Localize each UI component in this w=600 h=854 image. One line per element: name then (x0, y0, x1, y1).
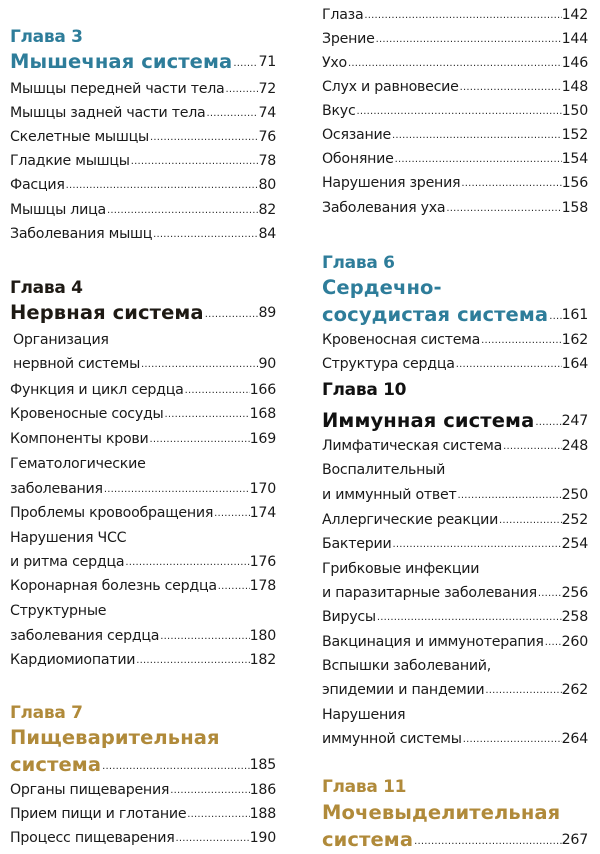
toc-entry[interactable] (322, 147, 588, 171)
page-number: 260 (561, 634, 588, 650)
page-number: 89 (258, 305, 276, 321)
leader-dots (376, 605, 562, 629)
toc-entry[interactable] (322, 352, 588, 376)
page-number: 82 (258, 202, 276, 218)
toc-entry[interactable] (10, 101, 276, 125)
page-number: 169 (249, 431, 276, 447)
page-number: 178 (249, 578, 276, 594)
toc-entry-line1 (10, 452, 276, 476)
entry-title-line1: Гематологические (10, 456, 146, 472)
page-number: 146 (561, 55, 588, 71)
chapter-11-title[interactable] (322, 826, 588, 854)
leader-dots (106, 198, 259, 222)
chapter-title-text: Нервная система (10, 301, 204, 324)
chapter-title-text: сосудистая система (322, 303, 549, 326)
page-number: 176 (249, 554, 276, 570)
chapter-11-label: Глава 11 (322, 777, 407, 797)
toc-entry[interactable] (322, 532, 588, 556)
entry-title: Вирусы (322, 609, 376, 625)
page-number: 174 (249, 505, 276, 521)
page-number: 170 (249, 481, 276, 497)
toc-entry[interactable] (322, 630, 588, 654)
entry-title: Компоненты крови (10, 431, 149, 447)
leader-dots (534, 407, 561, 435)
leader-dots (375, 27, 562, 51)
entry-title: Нарушения зрения (322, 175, 461, 191)
toc-entry[interactable] (322, 483, 588, 507)
leader-dots (445, 196, 561, 220)
entry-title-line1: Вспышки заболеваний, (322, 658, 492, 674)
entry-title: Проблемы кровообращения (10, 505, 214, 521)
chapter-title-text: Мышечная система (10, 50, 233, 73)
page-number: 185 (249, 757, 276, 773)
page-number: 80 (258, 177, 276, 193)
toc-entry[interactable] (10, 778, 276, 802)
chapter-11-title-line1 (322, 799, 588, 827)
page-number: 180 (249, 628, 276, 644)
page-number: 78 (258, 153, 276, 169)
toc-entry[interactable] (10, 125, 276, 149)
toc-entry[interactable] (10, 222, 276, 246)
entry-title: Вкус (322, 103, 356, 119)
page-number: 72 (258, 81, 276, 97)
page-number: 247 (561, 413, 588, 429)
page-number: 262 (561, 682, 588, 698)
chapter-title-text: система (322, 828, 414, 851)
toc-entry[interactable] (322, 581, 588, 605)
toc-entry[interactable] (322, 123, 588, 147)
entry-title: Вакцинация и иммунотерапия (322, 634, 544, 650)
chapter-3-title[interactable] (10, 48, 276, 76)
leader-dots (544, 630, 562, 654)
toc-entry[interactable] (322, 328, 588, 352)
toc-entry[interactable] (10, 149, 276, 173)
leader-dots (391, 123, 562, 147)
entry-title: Скелетные мышцы (10, 129, 149, 145)
leader-dots (484, 678, 561, 702)
chapter-title-text: Иммунная система (322, 409, 535, 432)
toc-entry[interactable] (10, 501, 276, 525)
page-number: 182 (249, 652, 276, 668)
chapter-title-text: система (10, 753, 102, 776)
entry-title: Мышцы лица (10, 202, 106, 218)
entry-title: Прием пищи и глотание (10, 806, 187, 822)
leader-dots (213, 501, 250, 525)
chapter-7-title[interactable] (10, 751, 276, 779)
entry-title: Зрение (322, 31, 375, 47)
toc-entry[interactable] (10, 77, 276, 101)
leader-dots (65, 173, 259, 197)
leader-dots (204, 299, 259, 327)
entry-title: Бактерии (322, 536, 392, 552)
page-number: 161 (561, 307, 588, 323)
entry-title-line1: Нарушения (322, 707, 406, 723)
leader-dots (152, 222, 258, 246)
toc-entry-line1 (322, 557, 588, 581)
page-number: 248 (561, 438, 588, 454)
page-number: 148 (561, 79, 588, 95)
leader-dots (224, 77, 258, 101)
entry-title: Коронарная болезнь сердца (10, 578, 217, 594)
entry-title: Заболевания уха (322, 200, 446, 216)
page-number: 84 (258, 226, 276, 242)
leader-dots (140, 352, 258, 376)
entry-title: Кардиомиопатии (10, 652, 136, 668)
entry-title: Функция и цикл сердца (10, 382, 184, 398)
leader-dots (394, 147, 562, 171)
toc-entry-line1 (10, 599, 276, 623)
entry-title: эпидемии и пандемии (322, 682, 485, 698)
leader-dots (457, 483, 562, 507)
entry-title: Слух и равновесие (322, 79, 459, 95)
page-number: 90 (258, 356, 276, 372)
entry-title-line1: Грибковые инфекции (322, 561, 480, 577)
page-number: 256 (561, 585, 588, 601)
entry-title: Гладкие мышцы (10, 153, 130, 169)
page-number: 71 (258, 54, 276, 70)
leader-dots (103, 477, 250, 501)
entry-title: Кровеносная система (322, 332, 481, 348)
entry-title: Органы пищеварения (10, 782, 170, 798)
page-number: 154 (561, 151, 588, 167)
page-number: 258 (561, 609, 588, 625)
toc-entry[interactable] (322, 196, 588, 220)
chapter-7-label: Глава 7 (10, 703, 83, 723)
chapter-10-label: Глава 10 (322, 380, 407, 400)
entry-title-line1: Воспалительный (322, 462, 446, 478)
entry-title-line1: Организация (13, 332, 109, 348)
entry-title: Аллергические реакции (322, 512, 499, 528)
chapter-7-title-line1 (10, 724, 276, 752)
entry-title: Мышцы задней части тела (10, 105, 206, 121)
leader-dots (347, 51, 562, 75)
toc-entry[interactable] (10, 624, 276, 648)
leader-dots (459, 75, 562, 99)
toc-entry[interactable] (10, 352, 276, 376)
page-number: 190 (249, 830, 276, 846)
chapter-6-title[interactable] (322, 301, 588, 329)
leader-dots (480, 328, 562, 352)
toc-entry[interactable] (10, 402, 276, 426)
leader-dots (101, 751, 250, 779)
entry-title-line1: Нарушения ЧСС (10, 530, 127, 546)
leader-dots (184, 378, 250, 402)
leader-dots (460, 171, 561, 195)
page-number: 162 (561, 332, 588, 348)
leader-dots (175, 826, 250, 850)
entry-title: Лимфатическая система (322, 438, 503, 454)
page-number: 142 (561, 7, 588, 23)
leader-dots (391, 532, 561, 556)
chapter-4-label: Глава 4 (10, 278, 83, 298)
entry-title: Осязание (322, 127, 391, 143)
toc-entry[interactable] (10, 477, 276, 501)
toc-entry[interactable] (322, 99, 588, 123)
entry-title: заболевания сердца (10, 628, 160, 644)
leader-dots (498, 508, 562, 532)
chapter-title-text-line1: Пищеварительная (10, 726, 220, 749)
entry-title: Фасция (10, 177, 65, 193)
toc-entry[interactable] (322, 678, 588, 702)
chapter-6-title-line1 (322, 274, 588, 302)
toc-entry[interactable] (10, 826, 276, 850)
leader-dots (363, 3, 561, 27)
leader-dots (169, 778, 249, 802)
entry-title: Процесс пищеварения (10, 830, 175, 846)
leader-dots (149, 125, 258, 149)
entry-title: Мышцы передней части тела (10, 81, 225, 97)
leader-dots (124, 550, 249, 574)
toc-entry-line1 (322, 703, 588, 727)
leader-dots (455, 352, 562, 376)
toc-entry[interactable] (10, 648, 276, 672)
entry-title: Структура сердца (322, 356, 455, 372)
toc-entry[interactable] (322, 75, 588, 99)
leader-dots (462, 727, 562, 751)
page-number: 252 (561, 512, 588, 528)
toc-entry[interactable] (322, 3, 588, 27)
entry-title: Кровеносные сосуды (10, 406, 164, 422)
page-number: 164 (561, 356, 588, 372)
leader-dots (502, 434, 562, 458)
leader-dots (205, 101, 258, 125)
leader-dots (413, 826, 562, 854)
toc-entry[interactable] (322, 508, 588, 532)
toc-entry-line1 (10, 526, 276, 550)
toc-entry[interactable] (10, 574, 276, 598)
page-number: 158 (561, 200, 588, 216)
entry-title: Заболевания мышц (10, 226, 153, 242)
page-number: 144 (561, 31, 588, 47)
toc-entry[interactable] (10, 802, 276, 826)
toc-entry[interactable] (322, 605, 588, 629)
entry-title: нервной системы (13, 356, 141, 372)
chapter-title-text-line1: Мочевыделительная (322, 801, 561, 824)
toc-entry[interactable] (10, 173, 276, 197)
toc-entry-line1 (322, 654, 588, 678)
entry-title: Глаза (322, 7, 364, 23)
page-number: 188 (249, 806, 276, 822)
toc-entry-line1 (10, 328, 276, 352)
leader-dots (159, 624, 249, 648)
page-number: 150 (561, 103, 588, 119)
chapter-3-label: Глава 3 (10, 27, 83, 47)
toc-entry[interactable] (10, 378, 276, 402)
leader-dots (186, 802, 249, 826)
page-number: 264 (561, 731, 588, 747)
chapter-6-label: Глава 6 (322, 253, 395, 273)
leader-dots (548, 301, 561, 329)
chapter-4-title[interactable] (10, 299, 276, 327)
toc-entry[interactable] (322, 727, 588, 751)
chapter-title-text-line1: Сердечно- (322, 276, 442, 299)
leader-dots (232, 48, 258, 76)
entry-title: Ухо (322, 55, 347, 71)
page-number: 74 (258, 105, 276, 121)
page-number: 152 (561, 127, 588, 143)
leader-dots (217, 574, 250, 598)
page-number: 254 (561, 536, 588, 552)
entry-title: Обоняние (322, 151, 394, 167)
page-number: 250 (561, 487, 588, 503)
page-number: 166 (249, 382, 276, 398)
chapter-10-title[interactable] (322, 407, 588, 435)
toc-entry[interactable] (10, 550, 276, 574)
page-number: 267 (561, 832, 588, 848)
leader-dots (135, 648, 249, 672)
leader-dots (149, 427, 250, 451)
page-number: 186 (249, 782, 276, 798)
entry-title: заболевания (10, 481, 103, 497)
page-number: 76 (258, 129, 276, 145)
page-number: 168 (249, 406, 276, 422)
entry-title: и ритма сердца (10, 554, 125, 570)
toc-entry-line1 (322, 458, 588, 482)
toc-entry[interactable] (10, 198, 276, 222)
toc-entry[interactable] (10, 427, 276, 451)
toc-entry[interactable] (322, 51, 588, 75)
toc-entry[interactable] (322, 434, 588, 458)
entry-title: и иммунный ответ (322, 487, 457, 503)
toc-entry[interactable] (322, 27, 588, 51)
toc-entry[interactable] (322, 171, 588, 195)
page-number: 156 (561, 175, 588, 191)
leader-dots (130, 149, 259, 173)
entry-title: иммунной системы (322, 731, 462, 747)
leader-dots (164, 402, 250, 426)
leader-dots (356, 99, 562, 123)
entry-title: и паразитарные заболевания (322, 585, 537, 601)
entry-title-line1: Структурные (10, 603, 107, 619)
leader-dots (537, 581, 562, 605)
